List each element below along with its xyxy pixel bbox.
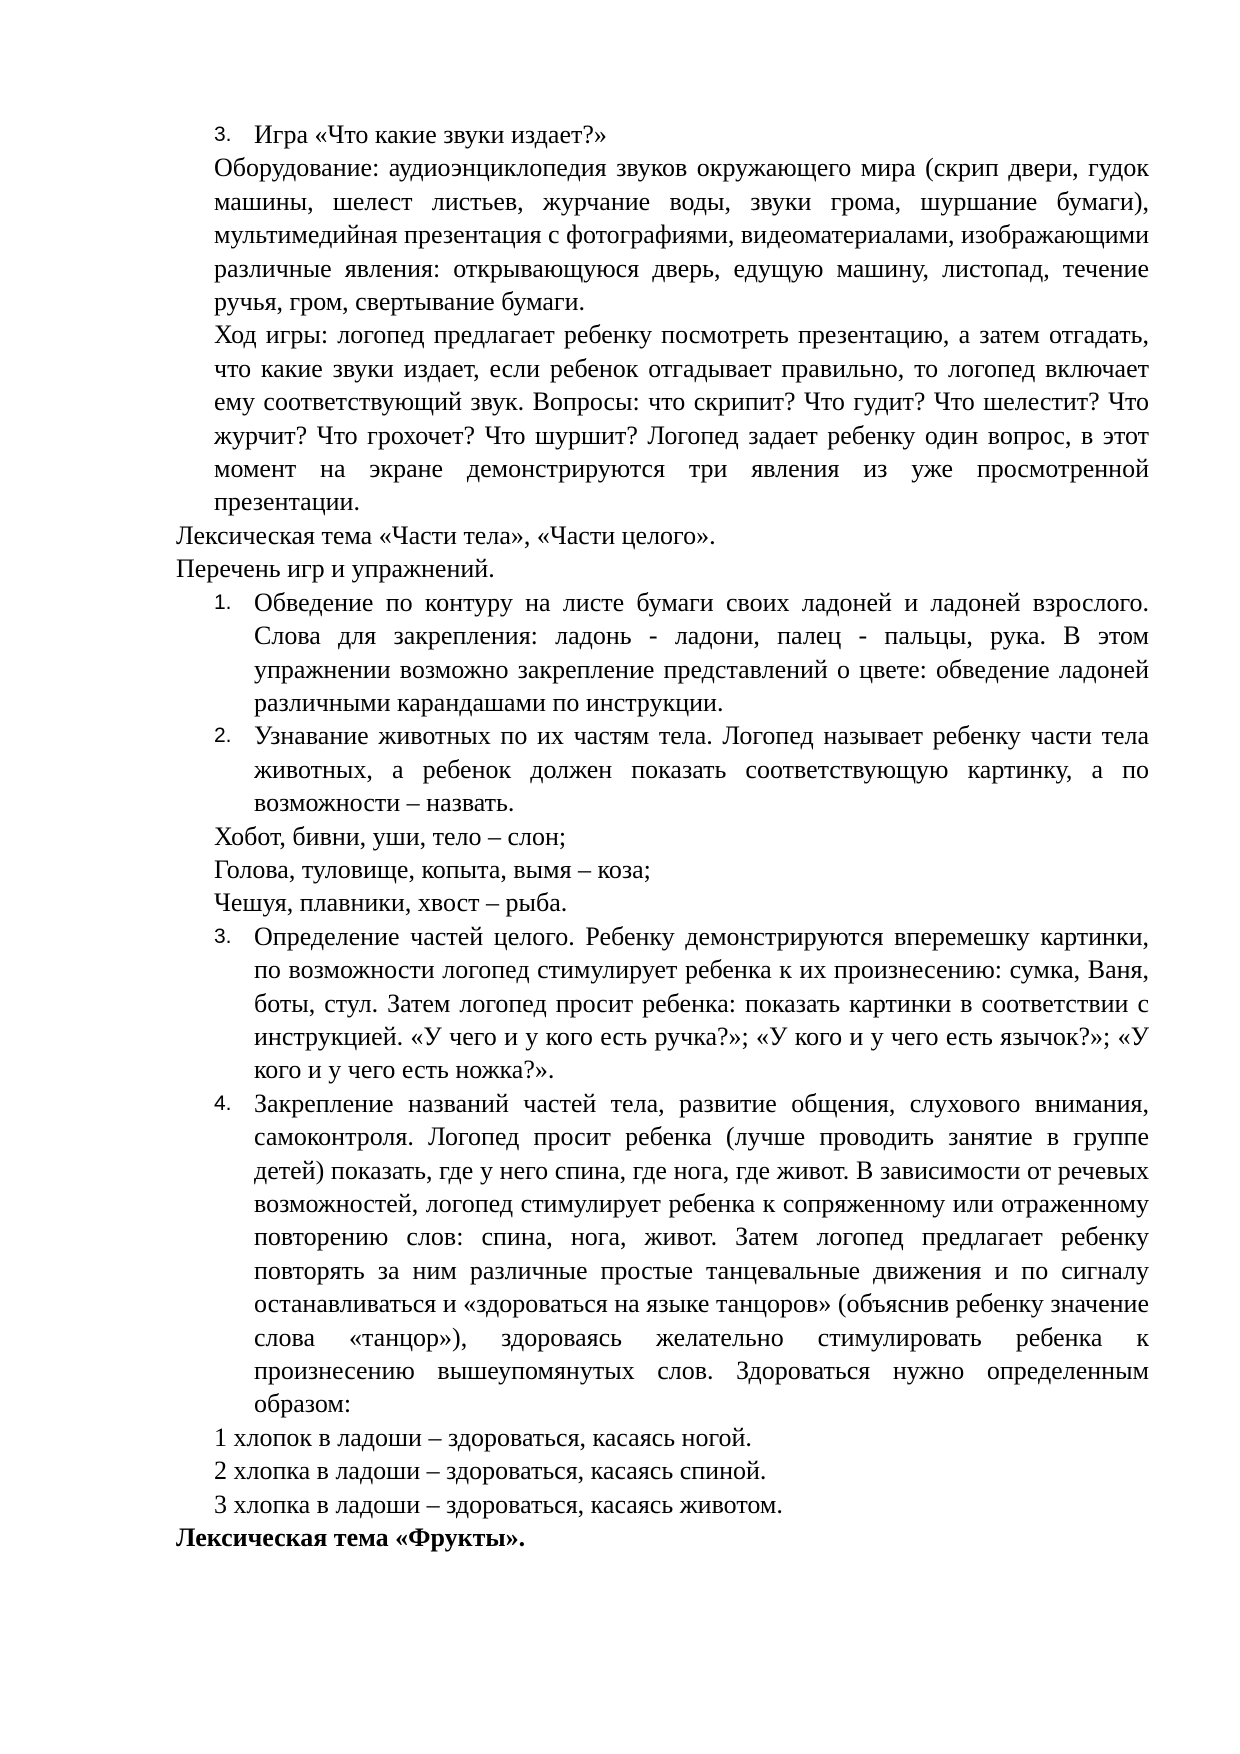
animal-line: Хобот, бивни, уши, тело – слон;	[214, 821, 567, 851]
game-3-title	[176, 118, 1149, 151]
list-item-text: Определение частей целого. Ребенку демонстрируются вперемешку картинки, по возможности логопед стимулирует ребенка к их произнесению: сумка, Ваня, боты, стул. Затем логопед просит ребенка: показать картинки в соответствии с инструкцией. «У чего и у кого есть ручка?»; «У кого и у чего есть язычок?»; «У кого и у чего есть ножка?».	[254, 921, 1149, 1085]
list-item	[176, 920, 1149, 1087]
game-3-procedure: Ход игры: логопед предлагает ребенку посмотреть презентацию, а затем отгадать, что какие звуки издает, если ребенок отгадывает правильно, то логопед включает ему соответствующий звук. Вопросы: что скрипит? Что гудит? Что шелестит? Что журчит? Что грохочет? Что шуршит? Логопед задает ребенку один вопрос, в этот момент на экране демонстрируются три явления из уже просмотренной презентации.	[214, 320, 1149, 517]
section-title-fruits: Лексическая тема «Фрукты».	[176, 1523, 526, 1553]
list-item-text: Узнавание животных по их частям тела. Логопед называет ребенку части тела животных, а ребенок должен показать соответствующую картинку, а по возможности – назвать.	[254, 721, 1149, 818]
section-topic-body-parts: Лексическая тема «Части тела», «Части целого».	[176, 520, 716, 550]
clap-line: 3 хлопка в ладоши – здороваться, касаясь животом.	[214, 1489, 783, 1519]
list-number: 3.	[214, 924, 232, 948]
list-item	[176, 586, 1149, 720]
list-number: 1.	[214, 590, 232, 614]
game-title-text: Игра «Что какие звуки издает?»	[254, 120, 607, 149]
list-item-text: Закрепление названий частей тела, развитие общения, слухового внимания, самоконтроля. Логопед просит ребенка (лучше проводить занятие в группе детей) показать, где у него спина, где нога, где живот. В зависимости от речевых возможностей, логопед стимулирует ребенка к сопряженному или отраженному повторению слов: спина, нога, живот. Затем логопед предлагает ребенку повторять за ним различные простые танцевальные движения и по сигналу останавливаться и «здороваться на языке танцоров» (объяснив ребенку значение слова «танцор»), здороваясь желательно стимулировать ребенка к произнесению вышеупомянутых слов. Здороваться нужно определенным образом:	[254, 1088, 1149, 1419]
list-item-text: Обведение по контуру на листе бумаги своих ладоней и ладоней взрослого. Слова для закрепления: ладонь - ладони, палец - пальцы, рука. В этом упражнении возможно закрепление представлений о цвете: обведение ладоней различными карандашами по инструкции.	[254, 587, 1149, 717]
clap-line: 1 хлопок в ладоши – здороваться, касаясь ногой.	[214, 1422, 752, 1452]
list-item	[176, 1087, 1149, 1421]
game-3-equipment: Оборудование: аудиоэнциклопедия звуков окружающего мира (скрип двери, гудок машины, шелест листьев, журчание воды, звуки грома, шуршание бумаги), мультимедийная презентация с фотографиями, видеоматериалами, изображающими различные явления: открывающуюся дверь, едущую машину, листопад, течение ручья, гром, свертывание бумаги.	[214, 153, 1150, 317]
document-page	[176, 118, 1149, 1554]
list-item	[176, 719, 1149, 819]
exercise-list-heading: Перечень игр и упражнений.	[176, 554, 495, 584]
clap-line: 2 хлопка в ладоши – здороваться, касаясь спиной.	[214, 1456, 767, 1486]
animal-line: Чешуя, плавники, хвост – рыба.	[214, 888, 568, 918]
list-number: 3.	[214, 123, 232, 146]
list-number: 2.	[214, 724, 232, 748]
animal-line: Голова, туловище, копыта, вымя – коза;	[214, 854, 651, 884]
list-number: 4.	[214, 1091, 232, 1115]
